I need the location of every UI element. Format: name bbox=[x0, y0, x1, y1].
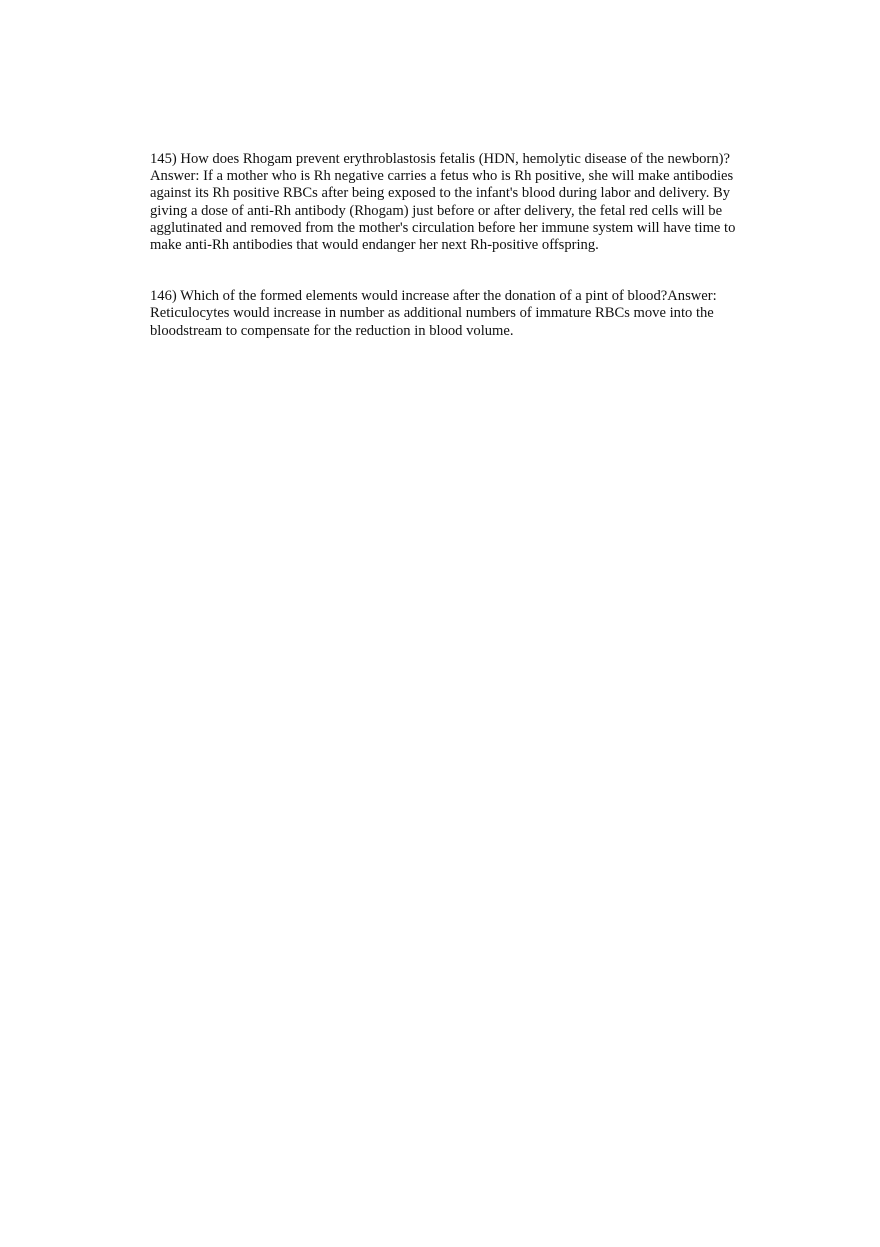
question-answer-text bbox=[150, 288, 740, 340]
answer-text: Answer: Reticulocytes would increase in number as additional numbers of immature RBCs move into the bloodstream to compensate for the reduction in blood volume. bbox=[150, 288, 717, 339]
question-145 bbox=[150, 151, 740, 254]
question-text: 145) How does Rhogam prevent erythroblastosis fetalis (HDN, hemolytic disease of the newborn)? bbox=[150, 151, 730, 167]
answer-text: Answer: If a mother who is Rh negative carries a fetus who is Rh positive, she will make antibodies against its Rh positive RBCs after being exposed to the infant's blood during labor and delivery. By giving a dose of anti-Rh antibody (Rhogam) just before or after delivery, the fetal red cells will be agglutinated and removed from the mother's circulation before her immune system will have time to make anti-Rh antibodies that would endanger her next Rh-positive offspring. bbox=[150, 168, 736, 254]
page-content bbox=[150, 151, 740, 340]
question-text: 146) Which of the formed elements would increase after the donation of a pint of blood? bbox=[150, 288, 668, 305]
question-146 bbox=[150, 288, 740, 340]
